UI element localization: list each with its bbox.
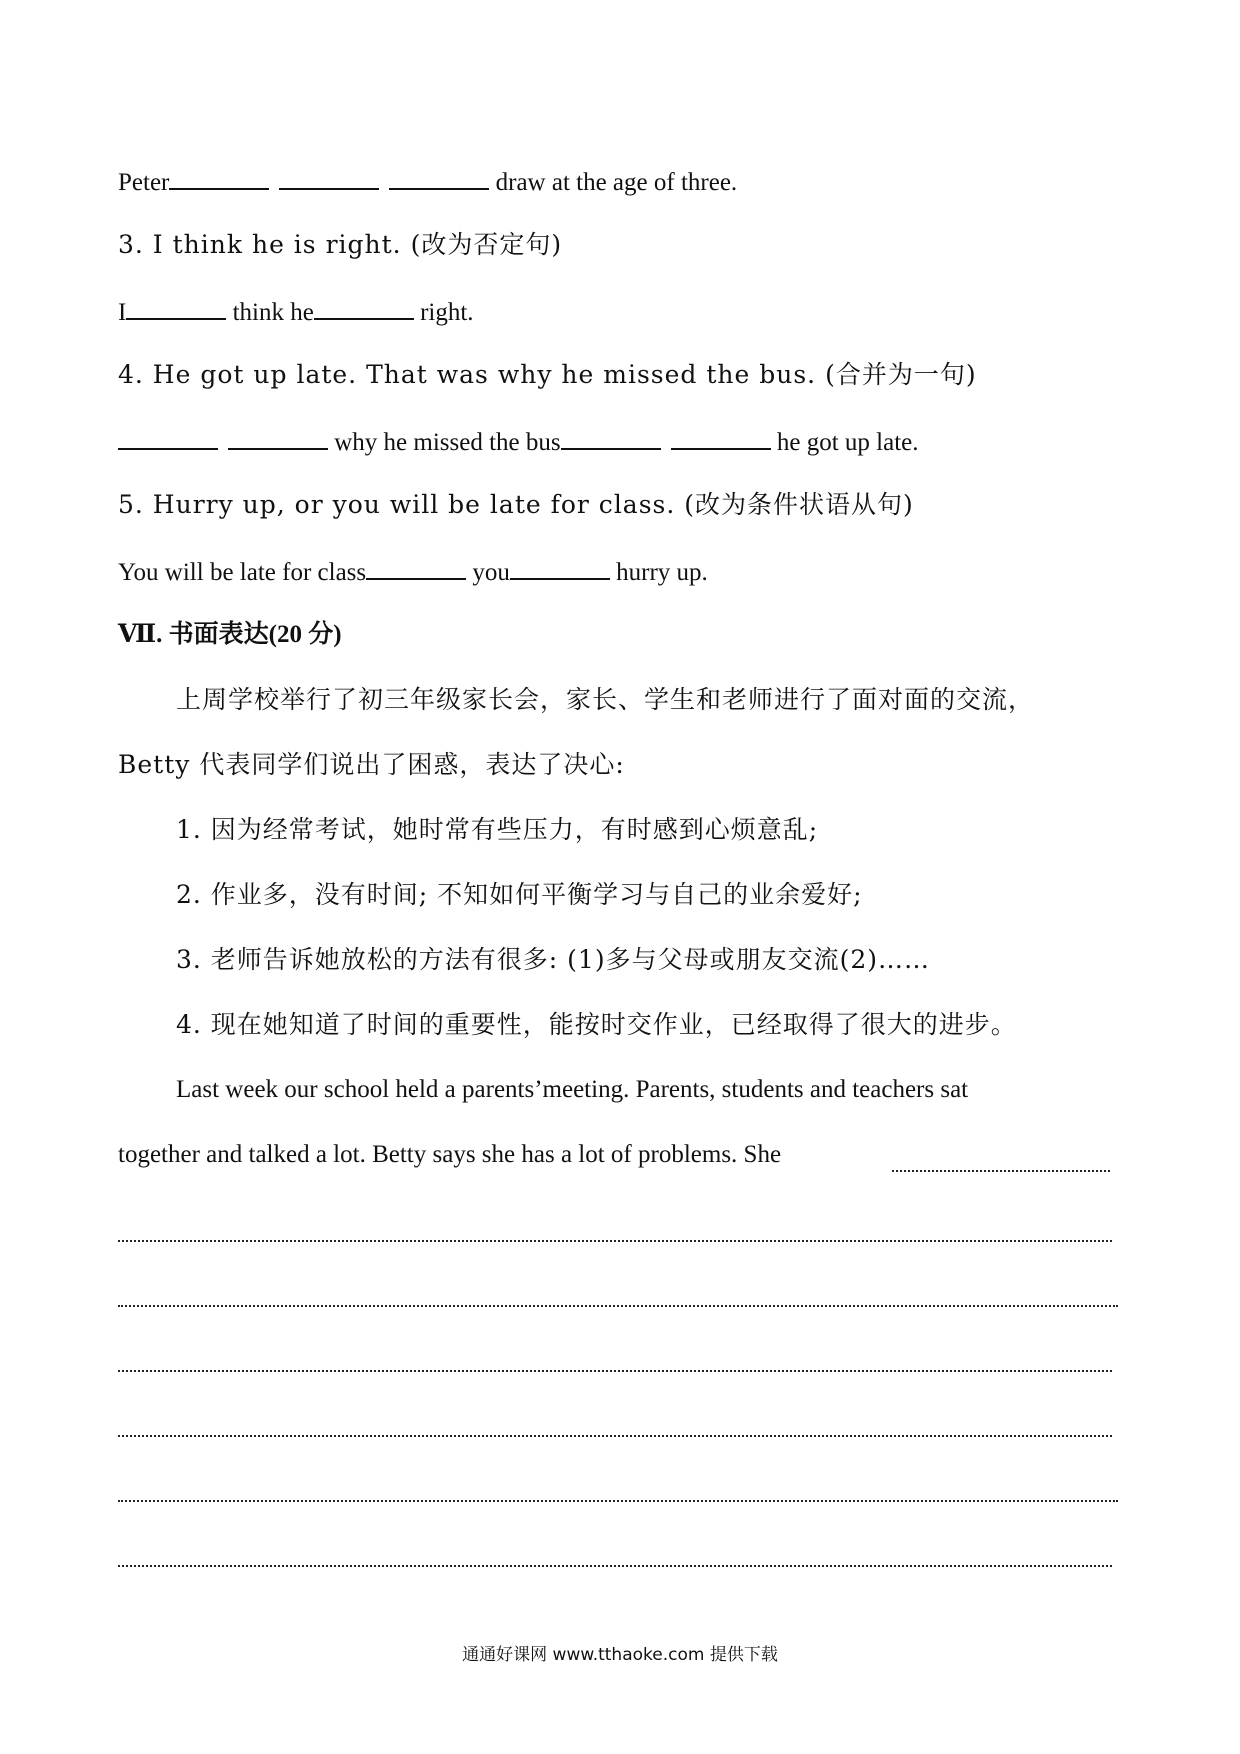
q5-text-2: you [472,559,510,586]
q3-blank-1[interactable] [126,294,226,320]
writing-point-1: 1. 因为经常考试，她时常有些压力，有时感到心烦意乱; [176,815,819,844]
q3-text-3: right. [420,299,474,326]
q5-blank-2[interactable] [510,554,610,580]
q4-blank-3[interactable] [561,424,661,450]
writing-answer-line-6[interactable] [118,1565,1112,1567]
q2-text-before: Peter [118,169,170,196]
writing-answer-line-0[interactable] [892,1170,1110,1172]
q2-blank-3[interactable] [389,164,489,190]
writing-answer-line-5[interactable] [118,1500,1118,1502]
q2-blank-1[interactable] [169,164,269,190]
q5-blank-1[interactable] [366,554,466,580]
q3-text-2: think he [232,299,314,326]
q3-text-1: I [118,299,127,326]
section-heading: Ⅶ. 书面表达(20 分) [118,621,342,648]
q2-blank-2[interactable] [279,164,379,190]
writing-starter-line-1: Last week our school held a parents’meeting. Parents, students and teachers sat [176,1076,969,1103]
q3-answer-line [118,294,474,329]
writing-starter-line-2 [118,1139,781,1171]
q4-blank-1[interactable] [118,424,218,450]
q2-answer-line [118,164,737,199]
writing-intro-line-2: Betty 代表同学们说出了困惑，表达了决心: [118,750,625,779]
writing-answer-line-4[interactable] [118,1435,1112,1437]
writing-answer-line-1[interactable] [118,1240,1112,1242]
writing-intro-line-1: 上周学校举行了初三年级家长会，家长、学生和老师进行了面对面的交流， [176,685,1035,714]
writing-point-3: 3. 老师告诉她放松的方法有很多: (1)多与父母或朋友交流(2)…… [176,945,930,974]
q4-text-end: he got up late. [776,429,919,456]
q4-blank-4[interactable] [671,424,771,450]
q4-prompt: 4. He got up late. That was why he missed the bus. (合并为一句) [118,360,977,389]
q5-text-3: hurry up. [616,559,708,586]
q4-blank-2[interactable] [228,424,328,450]
q3-prompt: 3. I think he is right. (改为否定句) [118,230,563,259]
q3-blank-2[interactable] [314,294,414,320]
writing-point-4: 4. 现在她知道了时间的重要性，能按时交作业，已经取得了很大的进步。 [176,1010,1017,1039]
q4-text-middle: why he missed the bus [334,429,561,456]
q2-text-after: draw at the age of three. [495,169,738,196]
q5-text-1: You will be late for class [118,559,367,586]
writing-point-2: 2. 作业多，没有时间; 不知如何平衡学习与自己的业余爱好; [176,880,863,909]
q5-answer-line [118,554,708,589]
writing-answer-line-3[interactable] [118,1370,1112,1372]
page-footer: 通通好课网 www.tthaoke.com 提供下载 [462,1645,778,1665]
q5-prompt: 5. Hurry up, or you will be late for class. (改为条件状语从句) [118,490,914,519]
writing-starter-text: together and talked a lot. Betty says she has a lot of problems. She [118,1141,782,1168]
q4-answer-line [118,424,919,459]
writing-answer-line-2[interactable] [118,1305,1118,1307]
